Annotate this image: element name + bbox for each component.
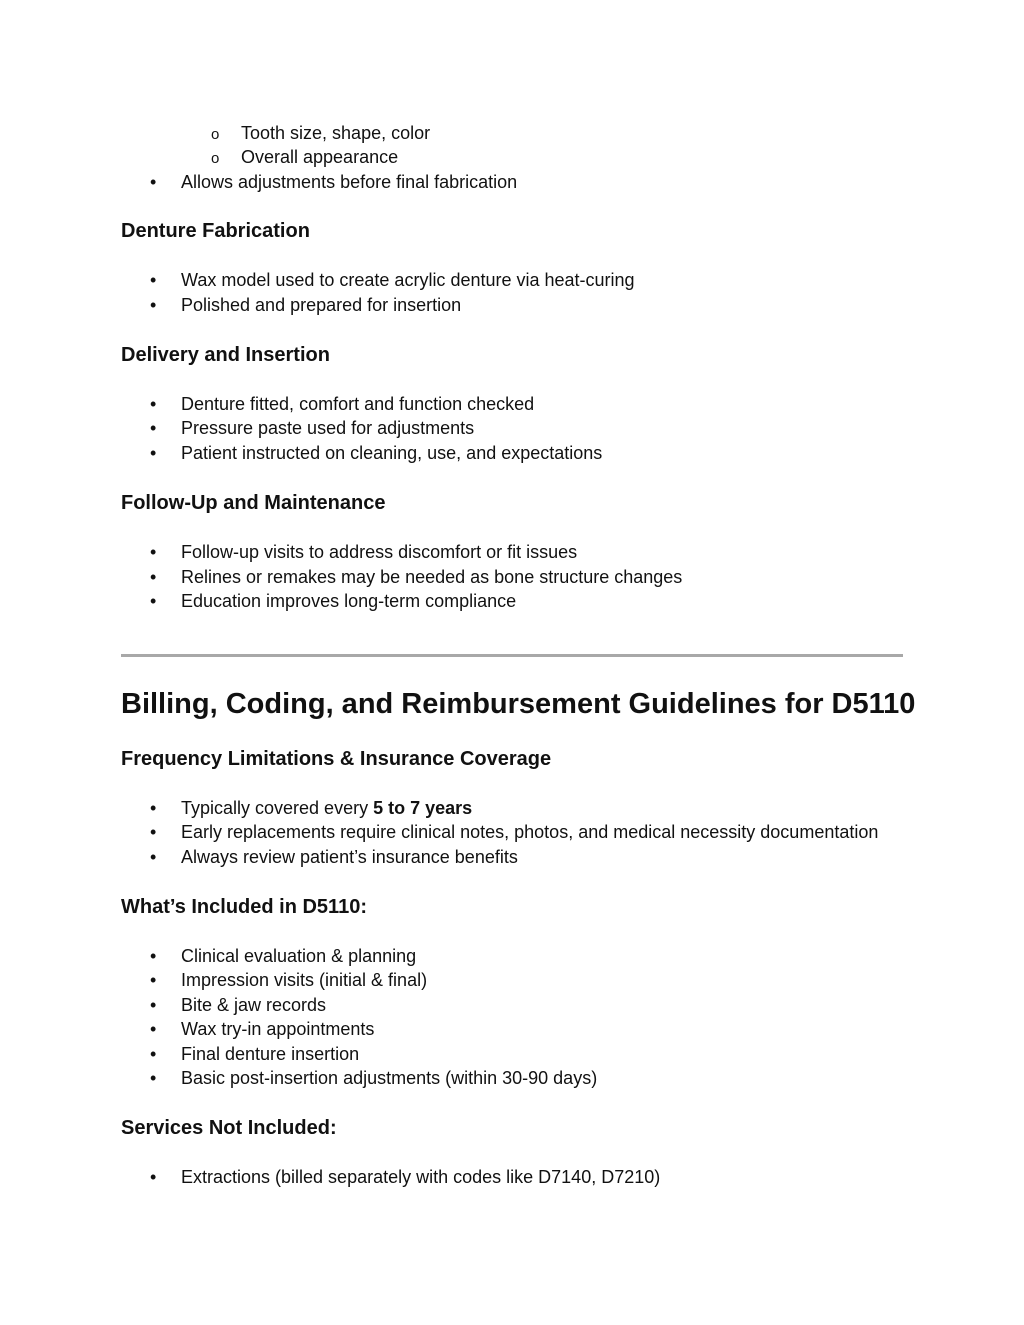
list-item: • Early replacements require clinical notes, photos, and medical necessity documentation (150, 822, 879, 842)
bullet-icon: • (150, 542, 157, 562)
list-item: • Final denture insertion (150, 1044, 360, 1064)
section-heading: Follow-Up and Maintenance (121, 492, 386, 514)
bullet-icon: • (150, 822, 157, 842)
bullet-icon: • (150, 1167, 157, 1187)
bullet-icon: • (150, 270, 157, 290)
list-item: • Allows adjustments before final fabrication (150, 172, 518, 192)
section-heading: Denture Fabrication (121, 220, 310, 242)
bullet-icon: • (150, 172, 157, 192)
bullet-icon: • (150, 995, 157, 1015)
sub-bullet-icon: o (211, 126, 220, 143)
list-item: • Basic post-insertion adjustments (within 30-90 days) (150, 1068, 598, 1088)
emphasis-text: 5 to 7 years (373, 798, 473, 818)
bullet-icon: • (150, 295, 157, 315)
bullet-icon: • (150, 847, 157, 867)
page-title: Billing, Coding, and Reimbursement Guidelines for D5110 (121, 688, 916, 720)
list-item: • Pressure paste used for adjustments (150, 418, 475, 438)
bullet-icon: • (150, 970, 157, 990)
list-item: • Relines or remakes may be needed as bone structure changes (150, 567, 683, 587)
bullet-icon: • (150, 946, 157, 966)
horizontal-divider (121, 654, 903, 657)
list-item: • Patient instructed on cleaning, use, and expectations (150, 443, 603, 463)
list-item: • Always review patient’s insurance benefits (150, 847, 518, 867)
list-item: • Extractions (billed separately with codes like D7140, D7210) (150, 1167, 661, 1187)
bullet-icon: • (150, 567, 157, 587)
bullet-icon: • (150, 1068, 157, 1088)
list-item: • Wax model used to create acrylic denture via heat-curing (150, 270, 635, 290)
list-item: • Denture fitted, comfort and function checked (150, 394, 535, 414)
list-item: • Polished and prepared for insertion (150, 295, 462, 315)
list-item: • Wax try-in appointments (150, 1019, 375, 1039)
bullet-icon: • (150, 418, 157, 438)
bullet-icon: • (150, 394, 157, 414)
list-item: • Typically covered every 5 to 7 years (150, 798, 473, 818)
list-item: • Follow-up visits to address discomfort or fit issues (150, 542, 578, 562)
list-item: • Education improves long-term compliance (150, 591, 517, 611)
bullet-icon: • (150, 443, 157, 463)
bullet-icon: • (150, 591, 157, 611)
section-heading: Services Not Included: (121, 1117, 337, 1139)
bullet-icon: • (150, 1019, 157, 1039)
list-item: • Bite & jaw records (150, 995, 327, 1015)
bullet-icon: • (150, 1044, 157, 1064)
bullet-icon: • (150, 798, 157, 818)
section-heading: Frequency Limitations & Insurance Coverage (121, 748, 552, 770)
list-item: o Overall appearance (211, 145, 398, 171)
section-heading: What’s Included in D5110: (121, 896, 367, 918)
list-item: • Clinical evaluation & planning (150, 946, 417, 966)
section-heading: Delivery and Insertion (121, 344, 330, 366)
list-item: o Tooth size, shape, color (211, 121, 430, 147)
list-item: • Impression visits (initial & final) (150, 970, 428, 990)
sub-bullet-icon: o (211, 150, 220, 167)
